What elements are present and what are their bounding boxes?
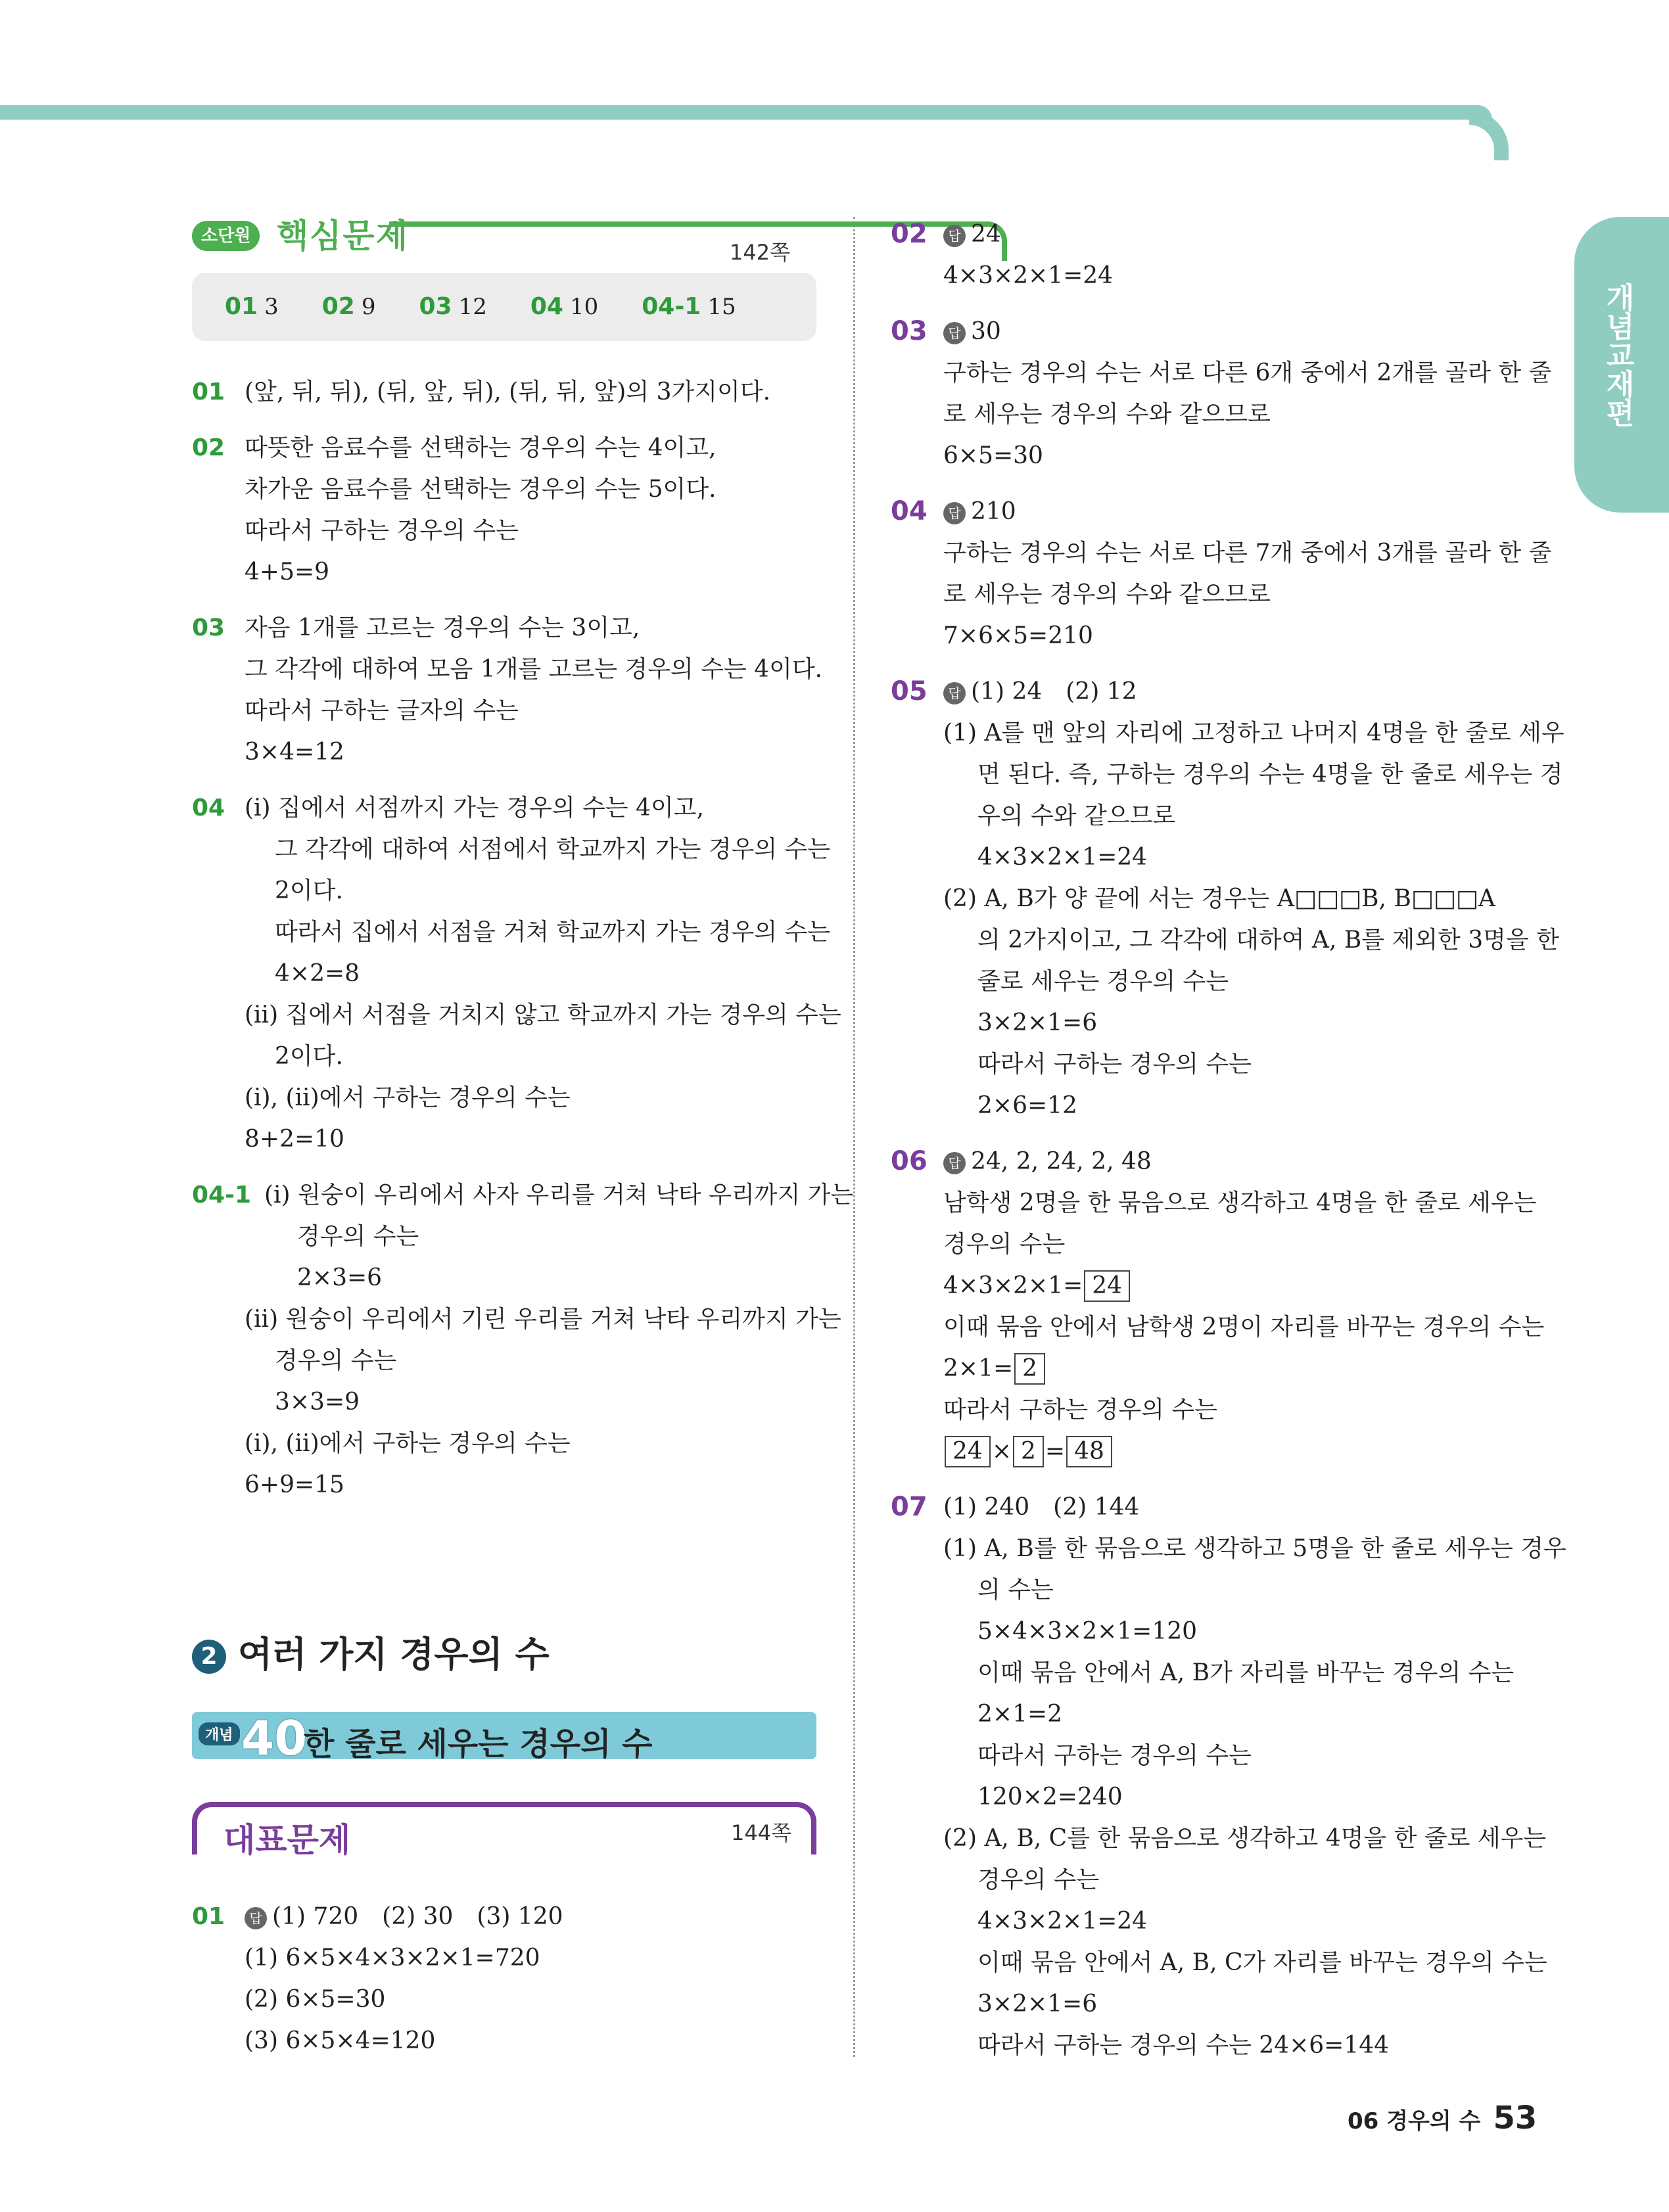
left-column (192, 214, 854, 1506)
side-tab-text: 개념교재편 (1601, 283, 1634, 427)
text-line: 2×1=2 (977, 1701, 1063, 1728)
text-line: (2) 6×5=30 (245, 1986, 386, 2013)
text-line: 경우의 수는 (943, 1231, 1066, 1258)
text-line: 우의 수와 같으므로 (977, 802, 1176, 829)
text-line: 경우의 수는 (297, 1223, 419, 1250)
text-line: (ⅰ) 집에서 서점까지 가는 경우의 수는 4이고, (245, 795, 705, 821)
answer-icon: 답 (943, 682, 966, 704)
text-line: 2×6=12 (977, 1092, 1077, 1119)
answer-summary-box (192, 273, 816, 341)
rep-solution-01 (192, 1896, 816, 2062)
right-column (891, 214, 1566, 2066)
text-line: 04 (192, 795, 225, 821)
text-line: (1) 240 (2) 144 (943, 1494, 1140, 1521)
solution-r02 (891, 214, 1515, 296)
text-line: 24, 2, 24, 2, 48 (971, 1148, 1152, 1175)
text-line: (2) A, B가 양 끝에 서는 경우는 A□□□B, B□□□A (943, 885, 1495, 912)
text-line: 그 각각에 대하여 모음 1개를 고르는 경우의 수는 4이다. (245, 656, 823, 683)
text-line: 210 (971, 498, 1016, 525)
side-tab-label (1597, 283, 1637, 437)
answer-icon: 답 (943, 1152, 966, 1174)
solution-03 (192, 607, 823, 773)
text-line: 이때 묶음 안에서 A, B, C가 자리를 바꾸는 경우의 수는 (977, 1949, 1547, 1976)
text-line: (1) A를 맨 앞의 자리에 고정하고 나머지 4명을 한 줄로 세우 (943, 720, 1564, 747)
text-line: 의 2가지이고, 그 각각에 대하여 A, B를 제외한 3명을 한 (977, 927, 1559, 954)
text-line: 7×6×5=210 (943, 622, 1093, 649)
answer-blank: 24 (1084, 1270, 1130, 1302)
text-line: (ⅰ), (ⅱ)에서 구하는 경우의 수는 (245, 1430, 571, 1457)
section-title-text: 여러 가지 경우의 수 (238, 1634, 550, 1675)
text-line: 3×3=9 (275, 1389, 360, 1416)
answer-item (225, 286, 279, 328)
text-line: 따라서 구하는 경우의 수는 24×6=144 (977, 2032, 1390, 2059)
text-line: 6×5=30 (943, 442, 1043, 469)
answer-icon: 답 (943, 502, 966, 524)
solution-04-1 (192, 1174, 854, 1506)
concept-bar (192, 1711, 816, 1766)
text-line: 따뜻한 음료수를 선택하는 경우의 수는 4이고, (245, 434, 717, 461)
solution-r07 (891, 1486, 1566, 2066)
solution-r05 (891, 671, 1564, 1126)
top-decoration-curve (1469, 110, 1509, 160)
text-line: 3 (264, 294, 279, 320)
text-line: 구하는 경우의 수는 서로 다른 6개 중에서 2개를 골라 한 줄 (943, 359, 1552, 386)
text-line: 로 세우는 경우의 수와 같으므로 (943, 401, 1271, 428)
core-problems-header (192, 214, 816, 266)
text-line: 2이다. (275, 877, 343, 904)
text-line: 4×2=8 (275, 960, 360, 987)
answer-blank: 2 (1013, 1436, 1044, 1467)
text-line: 03 (192, 614, 225, 641)
text-line: 3×4=12 (245, 739, 344, 766)
text-line: 03 (891, 316, 928, 346)
section-number: 2 (192, 1640, 226, 1674)
text-line: 차가운 음료수를 선택하는 경우의 수는 5이다. (245, 476, 717, 503)
answer-blank: 48 (1066, 1436, 1112, 1467)
text-line: 경우의 수는 (977, 1866, 1100, 1893)
solution-02 (192, 427, 816, 593)
text-line: 01 (192, 379, 225, 405)
text-line: 04 (530, 293, 563, 320)
text-line: 남학생 2명을 한 묶음으로 생각하고 4명을 한 줄로 세우는 (943, 1189, 1537, 1216)
text-line: 2이다. (275, 1043, 343, 1070)
text-line: 4×3×2×1=24 (943, 262, 1114, 289)
representative-solution (192, 1896, 816, 2062)
column-divider (853, 217, 855, 2057)
text-line: 120×2=240 (977, 1784, 1123, 1810)
text-line: 15 (707, 294, 736, 320)
solution-01 (192, 371, 816, 413)
solution-r03 (891, 311, 1552, 476)
text-line: 6+9=15 (245, 1471, 344, 1498)
text-line: 2×3=6 (297, 1264, 383, 1291)
text-line: 줄로 세우는 경우의 수는 (977, 968, 1229, 995)
answer-blank: 2 (1014, 1353, 1045, 1385)
text-line: 04-1 (642, 293, 701, 320)
concept-tag: 개념 (199, 1722, 240, 1745)
subunit-tag: 소단원 (192, 221, 260, 251)
section-title (192, 1626, 550, 1677)
text-line: 2×1= (943, 1355, 1014, 1382)
representative-title: 대표문제 (223, 1821, 351, 1859)
text-line: 그 각각에 대하여 서점에서 학교까지 가는 경우의 수는 (275, 836, 831, 863)
text-line: 06 (891, 1146, 928, 1176)
solution-r04 (891, 491, 1552, 657)
chapter-label: 06 경우의 수 (1348, 2108, 1481, 2134)
text-line: 면 된다. 즉, 구하는 경우의 수는 4명을 한 줄로 세우는 경 (977, 761, 1563, 788)
text-line: (ⅱ) 집에서 서점을 거치지 않고 학교까지 가는 경우의 수는 (245, 1002, 841, 1028)
text-line: 5×4×3×2×1=120 (977, 1618, 1198, 1645)
answer-blank: 24 (945, 1436, 991, 1467)
representative-page-ref: 144쪽 (731, 1820, 791, 1845)
text-line: 01 (225, 293, 258, 320)
text-line: (ⅰ), (ⅱ)에서 구하는 경우의 수는 (245, 1084, 571, 1111)
text-line: 10 (569, 294, 599, 320)
text-line: 24 (971, 221, 1001, 248)
text-line: 02 (192, 434, 225, 461)
text-line: 12 (458, 294, 487, 320)
text-line: 9 (361, 294, 376, 320)
text-line: 04 (891, 496, 928, 526)
answer-icon: 답 (943, 322, 966, 344)
answer-icon: 답 (943, 225, 966, 247)
text-line: 4+5=9 (245, 559, 330, 586)
text-line: 이때 묶음 안에서 남학생 2명이 자리를 바꾸는 경우의 수는 (943, 1314, 1545, 1341)
answer-item (322, 286, 376, 328)
answer-icon: 답 (245, 1907, 267, 1929)
text-line: 01 (192, 1903, 225, 1930)
text-line: (앞, 뒤, 뒤), (뒤, 앞, 뒤), (뒤, 뒤, 앞)의 3가지이다. (245, 379, 771, 405)
answer-item (642, 286, 736, 328)
core-problems-title: 핵심문제 (276, 216, 410, 255)
text-line: 따라서 구하는 경우의 수는 (977, 1051, 1252, 1078)
text-line: 4×3×2×1=24 (977, 1908, 1148, 1935)
core-page-ref: 142쪽 (730, 240, 790, 265)
text-line: 따라서 구하는 경우의 수는 (245, 517, 519, 544)
text-line: 02 (891, 219, 928, 249)
page-footer (1348, 2100, 1537, 2136)
text-line: 03 (419, 293, 452, 320)
text-line: 경우의 수는 (275, 1347, 397, 1374)
text-line: (1) 6×5×4×3×2×1=720 (245, 1945, 540, 1971)
text-line: 4×3×2×1= (943, 1272, 1083, 1299)
text-line: 02 (321, 293, 355, 320)
answer-item (419, 286, 487, 328)
text-line: (1) A, B를 한 묶음으로 생각하고 5명을 한 줄로 세우는 경우 (943, 1535, 1566, 1562)
text-line: 3×2×1=6 (977, 1991, 1098, 2017)
text-line: 8+2=10 (245, 1126, 344, 1153)
answer-item (530, 286, 598, 328)
text-line: (3) 6×5×4=120 (245, 2027, 436, 2054)
text-line: 로 세우는 경우의 수와 같으므로 (943, 581, 1271, 608)
solution-04 (192, 787, 841, 1160)
text-line: (ⅱ) 원숭이 우리에서 기린 우리를 거쳐 낙타 우리까지 가는 (245, 1306, 841, 1333)
text-line: 의 수는 (977, 1577, 1054, 1603)
text-line: 따라서 구하는 글자의 수는 (245, 697, 519, 724)
text-line: 05 (891, 676, 928, 706)
text-line: 따라서 집에서 서점을 거쳐 학교까지 가는 경우의 수는 (275, 919, 831, 946)
text-line: (1) 720 (2) 30 (3) 120 (272, 1903, 563, 1930)
text-line: 30 (971, 318, 1001, 345)
text-line: (ⅰ) 원숭이 우리에서 사자 우리를 거쳐 낙타 우리까지 가는 (264, 1182, 854, 1209)
solution-r06: 06 답 24, 2, 24, 2, 48 남학생 2명을 한 묶음으로 생각하고 4명을 한 줄로 세우는 경우의 수는 4×3×2×1= 24 이때 묶음 안에서 남학생 2명이 자리를 바꾸는 경우의 수는 2×1= 2 따라서 구하는 경우의 수는 24 × 2 = 48 (891, 1141, 1515, 1472)
page-number: 53 (1493, 2100, 1538, 2136)
representative-problems-header (192, 1802, 816, 1859)
text-line: 07 (891, 1492, 928, 1522)
top-decoration-bar (0, 105, 1492, 120)
text-line: (2) A, B, C를 한 묶음으로 생각하고 4명을 한 줄로 세우는 (943, 1825, 1547, 1852)
text-line: 구하는 경우의 수는 서로 다른 7개 중에서 3개를 골라 한 줄 (943, 540, 1552, 566)
text-line: 3×2×1=6 (977, 1009, 1098, 1036)
text-line: 04-1 (192, 1182, 252, 1209)
text-line: (1) 24 (2) 12 (971, 678, 1137, 705)
text-line: 4×3×2×1=24 (977, 844, 1148, 871)
text-line: 따라서 구하는 경우의 수는 (977, 1742, 1252, 1769)
text-line: 이때 묶음 안에서 A, B가 자리를 바꾸는 경우의 수는 (977, 1659, 1515, 1686)
text-line: 따라서 구하는 경우의 수는 (943, 1396, 1217, 1423)
concept-title: 한 줄로 세우는 경우의 수 (304, 1726, 653, 1763)
text-line: 자음 1개를 고르는 경우의 수는 3이고, (245, 614, 640, 641)
concept-number: 40 (241, 1711, 308, 1766)
